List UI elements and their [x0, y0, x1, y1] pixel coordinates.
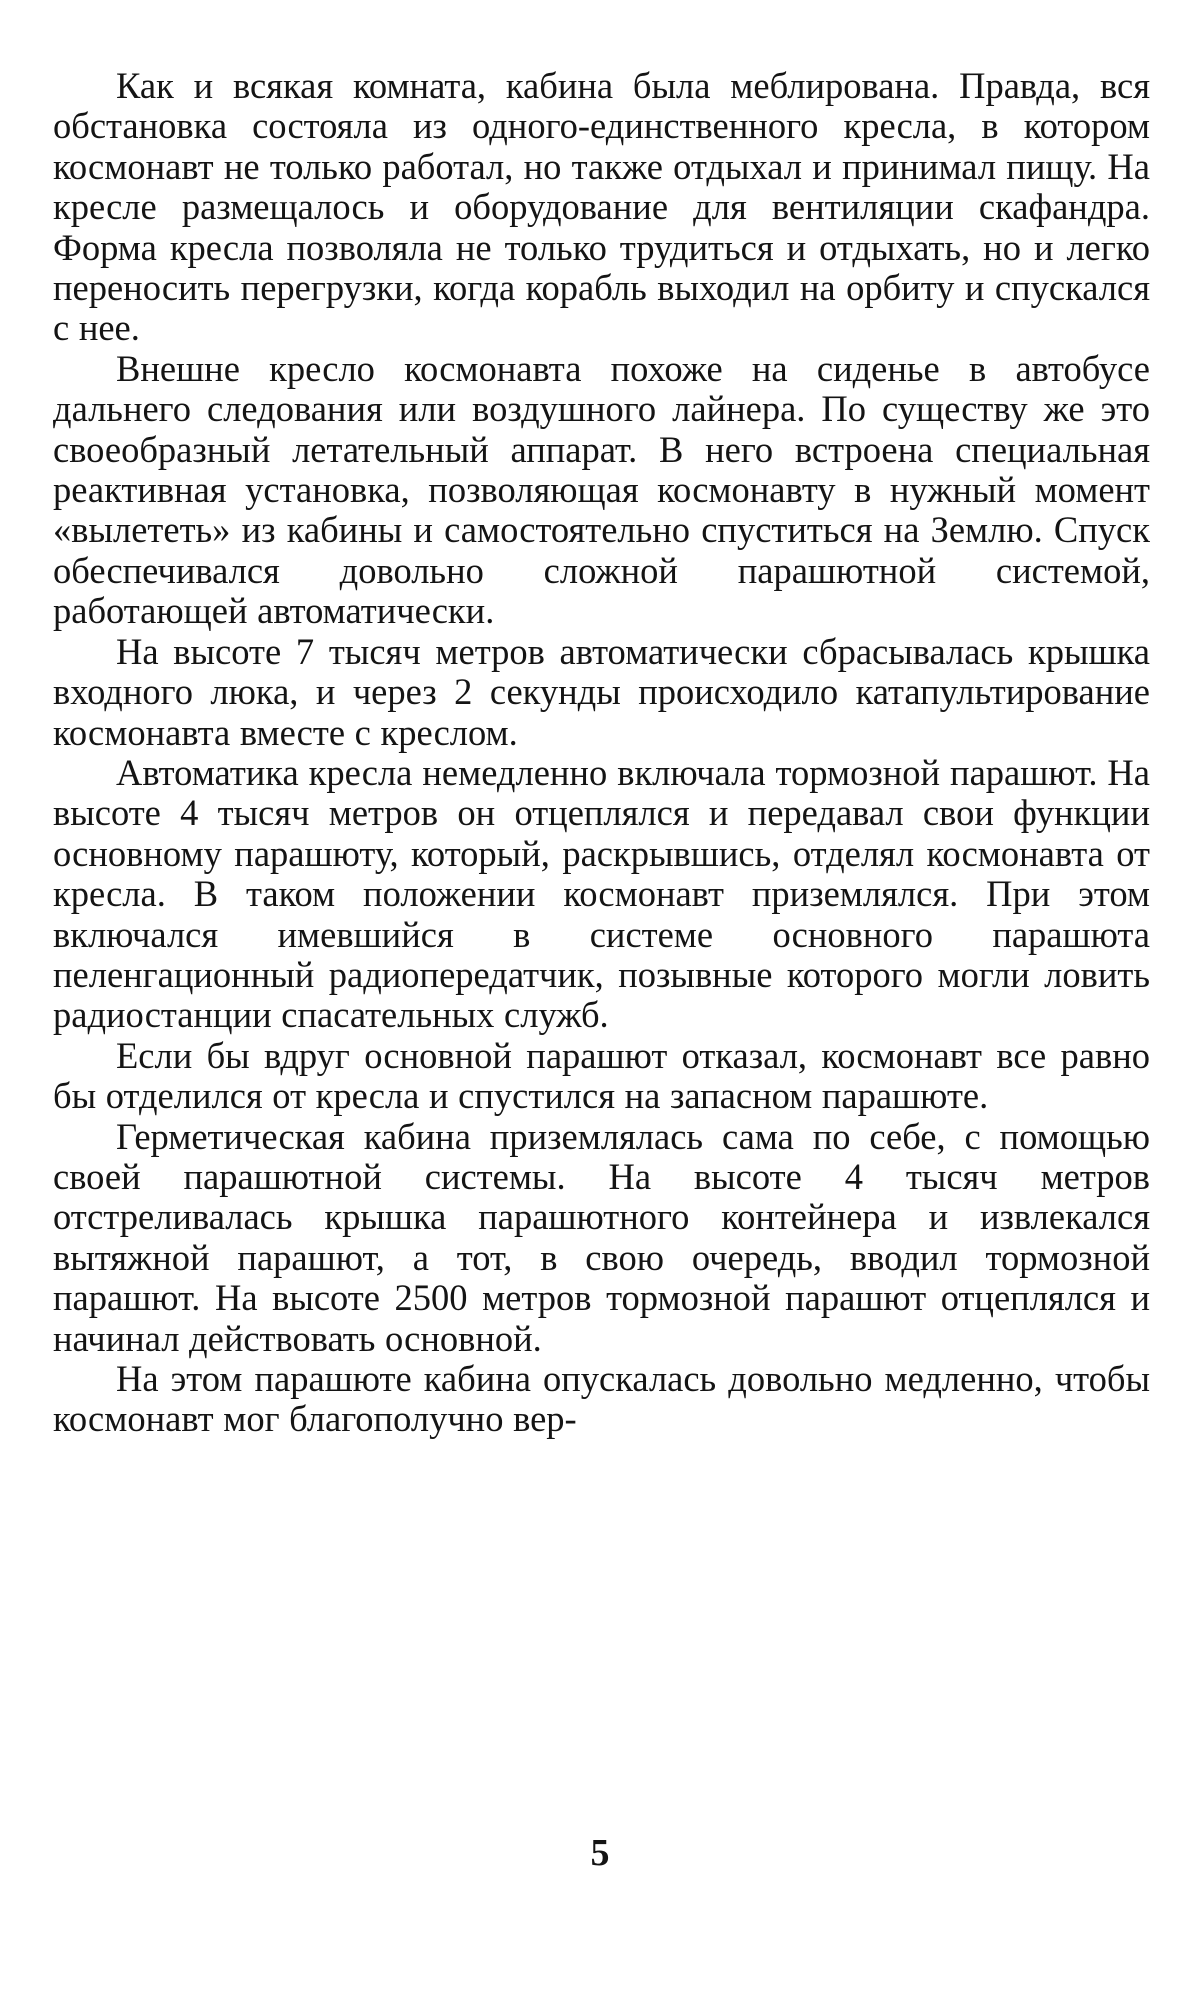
paragraph-cabin-descent: На этом парашюте кабина опускалась довольно медленно, чтобы космонавт мог благополучно вер-: [53, 1358, 1150, 1440]
body-text: [53, 66, 1150, 1440]
page-number: 5: [590, 1832, 610, 1874]
paragraph-cabin-furnishing: Как и всякая комната, кабина была меблирована. Правда, вся обстановка состояла из одного-единственного кресла, в котором космонавт не только работал, но также отдыхал и принимал пищу. На кресле размещалось и оборудование для вентиляции скафандра. Форма кресла позволяла не только трудиться и отдыхать, но и легко переносить перегрузки, когда корабль выходил на орбиту и спускался с нее.: [53, 65, 1150, 349]
paragraph-cabin-landing: Герметическая кабина приземлялась сама по себе, с помощью своей парашютной системы. На высоте 4 тысяч метров отстреливалась крышка парашютного контейнера и извлекался вытяжной парашют, а тот, в свою очередь, вводил тормозной парашют. На высоте 2500 метров тормозной парашют отцеплялся и начинал действовать основной.: [53, 1115, 1150, 1359]
paragraph-hatch-release: На высоте 7 тысяч метров автоматически сбрасывалась крышка входного люка, и через 2 секунды происходило катапультирование космонавта вместе с креслом.: [53, 630, 1150, 753]
paragraph-reserve-parachute: Если бы вдруг основной парашют отказал, космонавт все равно бы отделился от кресла и спустился на запасном парашюте.: [53, 1034, 1150, 1117]
paragraph-ejection-seat: Внешне кресло космонавта похоже на сиденье в автобусе дальнего следования или воздушного лайнера. По существу же это своеобразный летательный аппарат. В него встроена специальная реактивная установка, позволяющая космонавту в нужный момент «вылететь» из кабины и самостоятельно спуститься на Землю. Спуск обеспечивался довольно сложной парашютной системой, работающей автоматически.: [53, 347, 1150, 632]
paragraph-parachute-sequence: Автоматика кресла немедленно включала тормозной парашют. На высоте 4 тысяч метров он отцеплялся и передавал свои функции основному парашюту, который, раскрывшись, отделял космонавта от кресла. В таком положении космонавт приземлялся. При этом включался имевшийся в системе основного парашюта пеленгационный радиопередатчик, позывные которого могли ловить радиостанции спасательных служб.: [53, 751, 1150, 1036]
